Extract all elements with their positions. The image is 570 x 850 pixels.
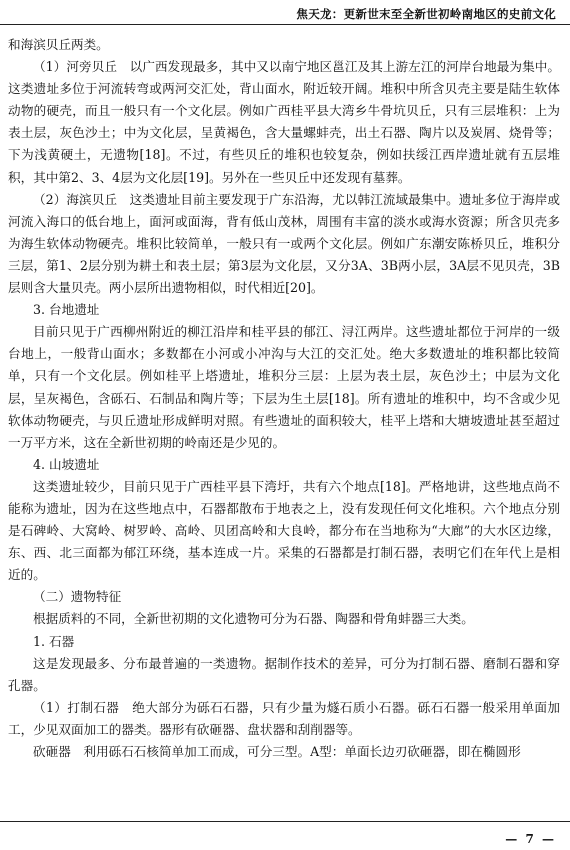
body-text bbox=[8, 34, 560, 763]
section-heading: （二）遗物特征 bbox=[33, 589, 122, 605]
paragraph: （1）河旁贝丘 以广西发现最多，其中又以南宁地区邕江及其上游左江的河岸台地最为集中。这类遗址多位于河流转弯或两河交汇处，背山面水，附近较开阔。堆积中所含贝壳主要是陆生软体动物的硬壳，而且一般只有一个文化层。例如广西桂平县大湾乡牛骨坑贝丘，只有三层堆积：上为表土层，灰色沙土；中为文化层，呈黄褐色，含大量螺蚌壳，出土石器、陶片以及炭屑、烧骨等；下为浅黄硬土，无遗物[18]。不过，有些贝丘的堆积也较复杂，例如扶绥江西岸遗址就有五层堆积，其中第2、3、4层为文化层[19]。另外在一些贝丘中还发现有墓葬。 bbox=[8, 59, 560, 185]
paragraph: 目前只见于广西柳州附近的柳江沿岸和桂平县的郁江、浔江两岸。这些遗址都位于河岸的一级台地上，一般背山面水；多数都在小河或小冲沟与大江的交汇处。绝大多数遗址的堆积都比较简单，只有一个文化层。例如桂平上塔遗址，堆积分三层：上层为表土层，灰色沙土；中层为文化层，呈灰褐色，含砾石、石制品和陶片等；下层为生土层[18]。所有遗址的堆积中，均不含或少见软体动物硬壳，与贝丘遗址形成鲜明对照。有些遗址的面积较大，桂平上塔和大塘坡遗址甚至超过一万平方米，这在全新世初期的岭南还是少见的。 bbox=[8, 324, 560, 450]
paragraph: （1）打制石器 绝大部分为砾石石器，只有少量为燧石质小石器。砾石石器一般采用单面加工，少见双面加工的器类。器形有砍砸器、盘状器和刮削器等。 bbox=[8, 699, 560, 737]
page-number: — 7 — bbox=[505, 832, 556, 846]
paragraph: （2）海滨贝丘 这类遗址目前主要发现于广东沿海，尤以韩江流域最集中。遗址多位于海岸或河流入海口的低台地上，面河或面海，背有低山茂林，周围有丰富的淡水或海水资源；所含贝壳多为海生软体动物硬壳。堆积比较简单，一般只有一或两个文化层。例如广东潮安陈桥贝丘，堆积分三层，第1、2层分别为耕土和表土层；第3层为文化层，又分3A、3B两小层，3A层不见贝壳，3B层则含大量贝壳。两小层所出遗物相似，时代相近[20]。 bbox=[8, 191, 560, 296]
paragraph: 和海滨贝丘两类。 bbox=[8, 37, 109, 52]
paragraph: 砍砸器 利用砾石石核简单加工而成，可分三型。A型：单面长边刃砍砸器，即在椭圆形 bbox=[33, 744, 521, 759]
section-heading: 4. 山坡遗址 bbox=[33, 456, 100, 472]
header-rule bbox=[0, 24, 570, 25]
section-heading: 3. 台地遗址 bbox=[33, 302, 100, 318]
paragraph: 这类遗址较少，目前只见于广西桂平县下湾圩，共有六个地点[18]。严格地讲，这些地点尚不能称为遗址，因为在这些地点中，石器都散布于地表之上，没有发现任何文化堆积。六个地点分别是石碑岭、大窝岭、树罗岭、高岭、贝团高岭和大良岭，都分布在当地称为“大廊”的大水区边缘，东、西、北三面都为郁江环绕，基本连成一片。采集的石器都是打制石器，表明它们在年代上是相近的。 bbox=[8, 478, 560, 583]
paragraph: 根据质料的不同，全新世初期的文化遗物可分为石器、陶器和骨角蚌器三大类。 bbox=[33, 611, 474, 627]
running-header: 焦天龙：更新世末至全新世初岭南地区的史前文化 bbox=[296, 7, 556, 21]
paragraph: 这是发现最多、分布最普遍的一类遗物。据制作技术的差异，可分为打制石器、磨制石器和穿孔器。 bbox=[8, 655, 560, 693]
section-heading: 1. 石器 bbox=[33, 633, 75, 649]
footer-rule bbox=[0, 821, 570, 822]
